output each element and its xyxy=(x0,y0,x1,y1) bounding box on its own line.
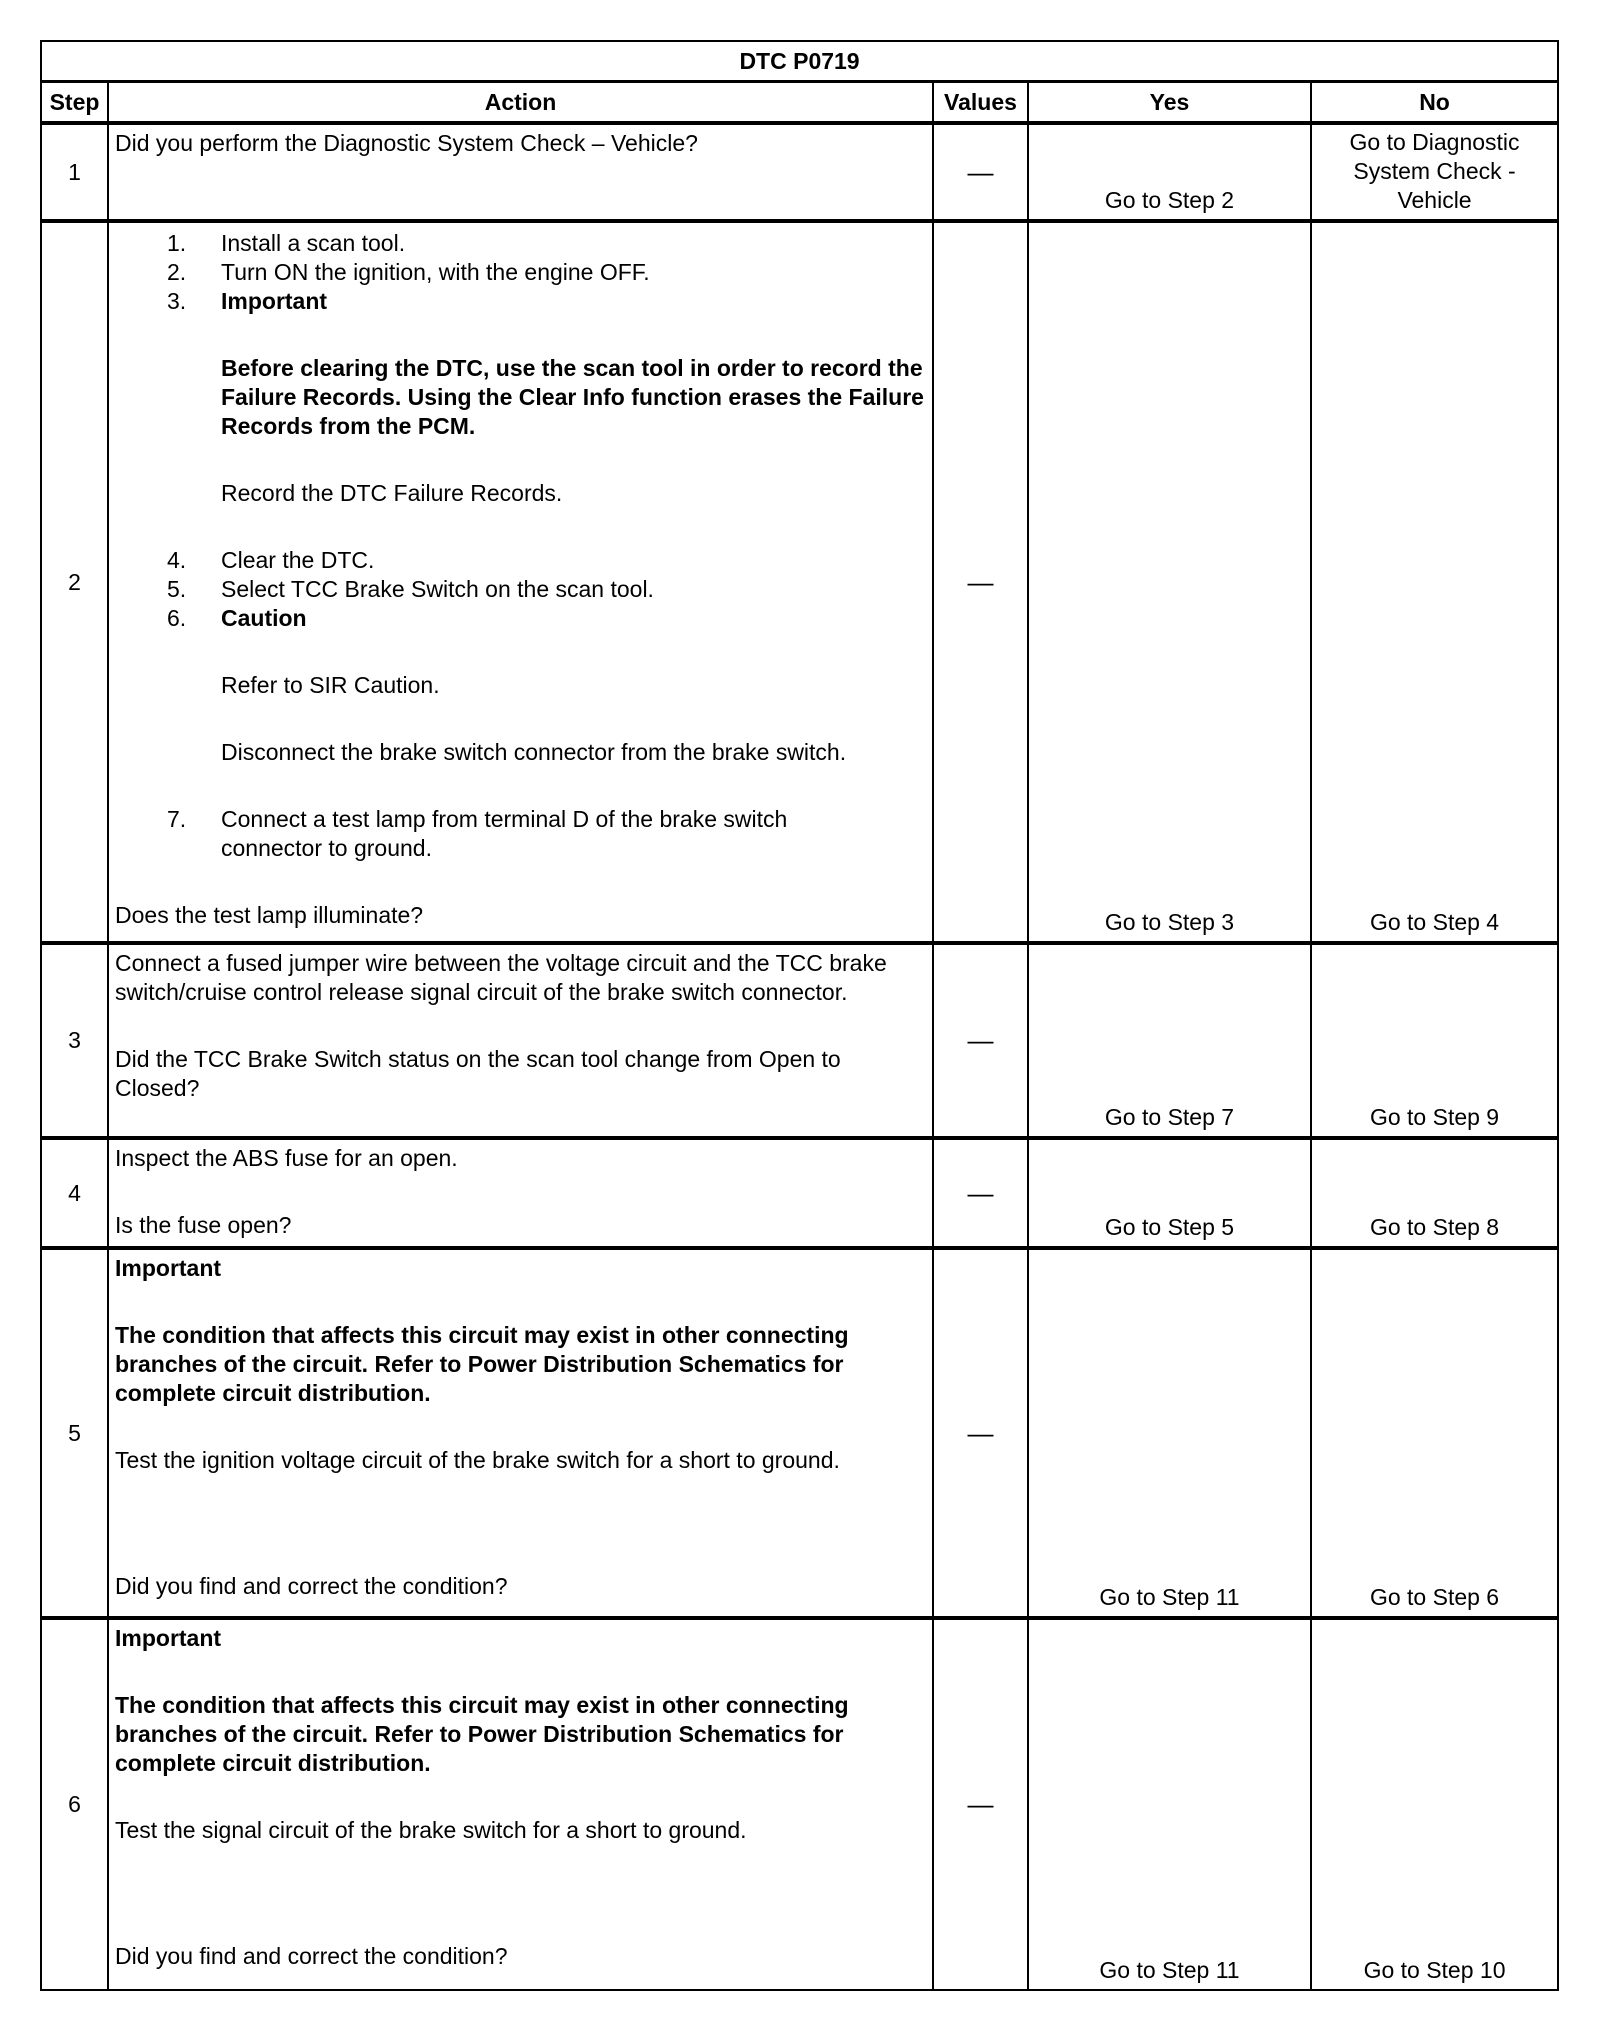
list-item-text: Disconnect the brake switch connector from the brake switch. xyxy=(221,739,847,765)
step-number: 2 xyxy=(41,221,108,943)
no-cell xyxy=(1311,1618,1558,1990)
action-cell xyxy=(108,123,933,221)
list-item: 4. Clear the DTC. xyxy=(167,547,375,573)
no-goto: Go to Step 6 xyxy=(1369,1584,1500,1610)
step-text: Inspect the ABS fuse for an open. xyxy=(115,1145,458,1171)
dtc-table xyxy=(40,40,1559,1991)
yes-goto: Go to Step 11 xyxy=(1099,1957,1240,1983)
no-goto: Go to Step 8 xyxy=(1369,1214,1500,1240)
yes-goto: Go to Step 11 xyxy=(1099,1584,1240,1610)
header-no: No xyxy=(1311,82,1558,124)
step-number: 5 xyxy=(41,1248,108,1618)
no-goto: Go to Diagnostic System Check - Vehicle xyxy=(1349,129,1520,213)
list-item: 6. Caution xyxy=(167,605,307,631)
yes-cell xyxy=(1028,1138,1311,1248)
no-cell xyxy=(1311,221,1558,943)
important-note: The condition that affects this circuit may exist in other connecting branches of the circuit. Refer to Power Distribution Schematics for complete circuit distribution. xyxy=(115,1692,849,1776)
no-cell xyxy=(1311,123,1558,221)
table-row xyxy=(41,1248,1558,1618)
important-note: The condition that affects this circuit may exist in other connecting branches of the circuit. Refer to Power Distribution Schematics for complete circuit distribution. xyxy=(115,1322,849,1406)
yes-cell xyxy=(1028,1248,1311,1618)
step-text: Test the ignition voltage circuit of the brake switch for a short to ground. xyxy=(115,1447,840,1473)
values-cell: — xyxy=(933,1138,1028,1248)
step-question: Does the test lamp illuminate? xyxy=(115,902,424,928)
list-item: 2. Turn ON the ignition, with the engine OFF. xyxy=(167,259,650,285)
header-step: Step xyxy=(41,82,108,124)
yes-goto: Go to Step 2 xyxy=(1104,187,1235,213)
action-cell xyxy=(108,1248,933,1618)
yes-goto: Go to Step 7 xyxy=(1104,1104,1235,1130)
no-cell xyxy=(1311,1248,1558,1618)
action-cell xyxy=(108,221,933,943)
table-row xyxy=(41,221,1558,943)
no-goto: Go to Step 9 xyxy=(1369,1104,1500,1130)
step-question: Did you perform the Diagnostic System Check – Vehicle? xyxy=(115,130,698,156)
step-number: 6 xyxy=(41,1618,108,1990)
procedure-list xyxy=(115,229,924,316)
values-cell: — xyxy=(933,943,1028,1138)
yes-goto: Go to Step 5 xyxy=(1104,1214,1235,1240)
step-text: Test the signal circuit of the brake switch for a short to ground. xyxy=(115,1817,747,1843)
important-label: Important xyxy=(115,1255,222,1281)
values-cell: — xyxy=(933,221,1028,943)
table-row xyxy=(41,1618,1558,1990)
table-row xyxy=(41,123,1558,221)
values-cell: — xyxy=(933,1618,1028,1990)
step-number: 3 xyxy=(41,943,108,1138)
header-action: Action xyxy=(108,82,933,124)
table-row xyxy=(41,1138,1558,1248)
yes-cell xyxy=(1028,123,1311,221)
step-question: Did the TCC Brake Switch status on the scan tool change from Open to Closed? xyxy=(115,1046,841,1101)
table-title-row xyxy=(41,41,1558,82)
step-number: 1 xyxy=(41,123,108,221)
no-goto: Go to Step 10 xyxy=(1363,1957,1506,1983)
yes-cell xyxy=(1028,1618,1311,1990)
no-cell xyxy=(1311,1138,1558,1248)
important-label: Important xyxy=(115,1625,222,1651)
list-item-text: Record the DTC Failure Records. xyxy=(221,480,563,506)
table-row xyxy=(41,943,1558,1138)
values-cell: — xyxy=(933,123,1028,221)
list-item: 3. Important xyxy=(167,288,328,314)
step-text: Connect a fused jumper wire between the voltage circuit and the TCC brake switch/cruise control release signal circuit of the brake switch connector. xyxy=(115,950,887,1005)
important-note: Before clearing the DTC, use the scan tool in order to record the Failure Records. Using the Clear Info function erases the Failure Records from the PCM. xyxy=(221,355,924,439)
header-yes: Yes xyxy=(1028,82,1311,124)
list-item: 7. Connect a test lamp from terminal D of the brake switch connector to ground. xyxy=(167,806,788,861)
action-cell xyxy=(108,943,933,1138)
step-question: Is the fuse open? xyxy=(115,1212,292,1238)
yes-goto: Go to Step 3 xyxy=(1104,909,1235,935)
caution-note: Refer to SIR Caution. xyxy=(221,672,440,698)
no-cell xyxy=(1311,943,1558,1138)
header-values: Values xyxy=(933,82,1028,124)
step-question: Did you find and correct the condition? xyxy=(115,1573,508,1599)
step-number: 4 xyxy=(41,1138,108,1248)
list-item: 5. Select TCC Brake Switch on the scan tool. xyxy=(167,576,654,602)
action-cell xyxy=(108,1618,933,1990)
table-title: DTC P0719 xyxy=(41,41,1558,82)
no-goto: Go to Step 4 xyxy=(1369,909,1500,935)
header-row xyxy=(41,82,1558,124)
yes-cell xyxy=(1028,943,1311,1138)
list-item: 1. Install a scan tool. xyxy=(167,230,406,256)
step-question: Did you find and correct the condition? xyxy=(115,1943,508,1969)
yes-cell xyxy=(1028,221,1311,943)
values-cell: — xyxy=(933,1248,1028,1618)
action-cell xyxy=(108,1138,933,1248)
